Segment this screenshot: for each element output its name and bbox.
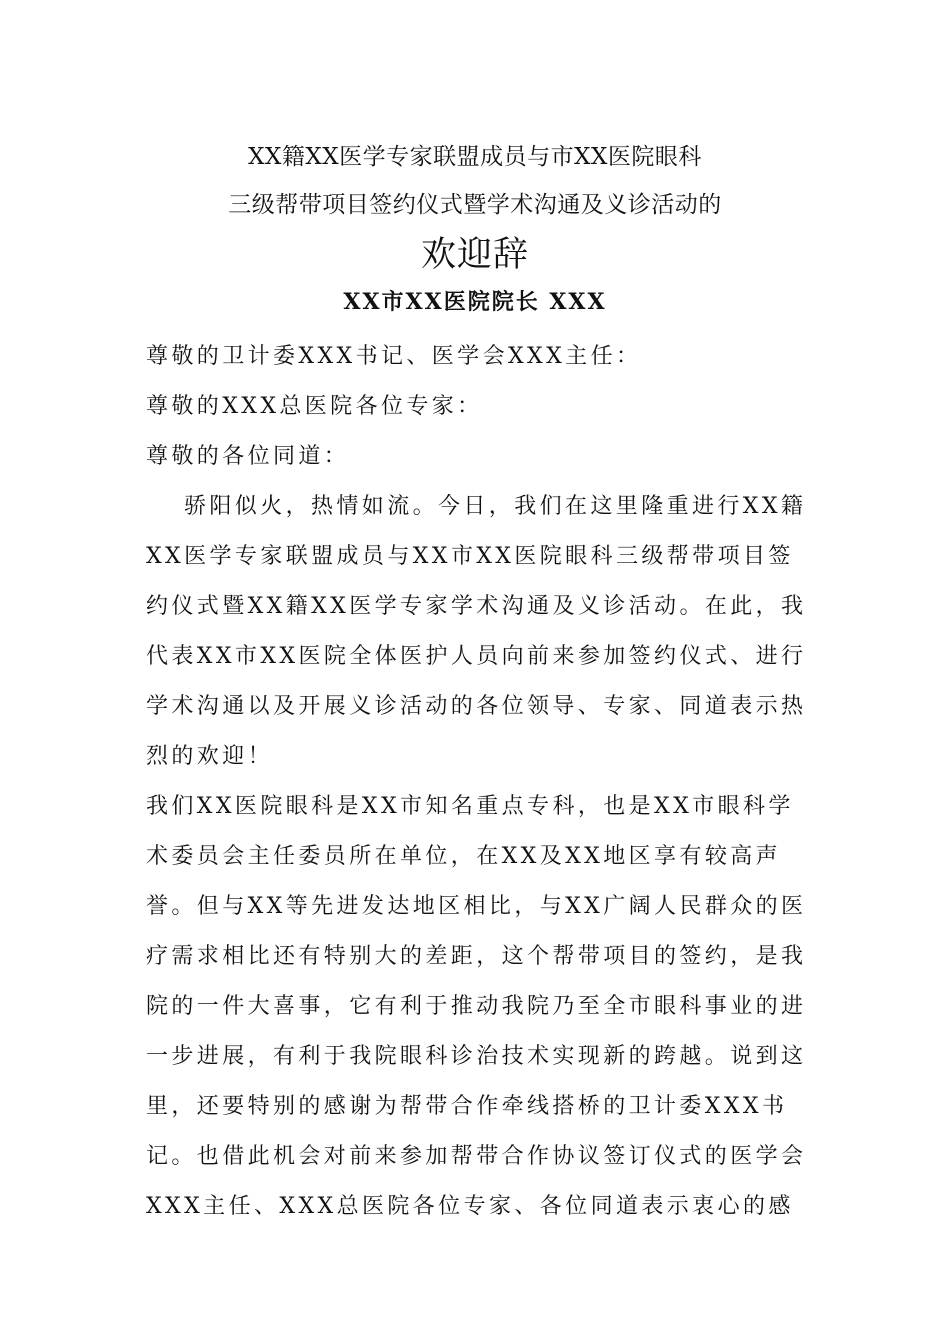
speaker-byline: XX市XX医院院长 XXX	[343, 289, 607, 315]
title-line-2: 三级帮带项目签约仪式暨学术沟通及义诊活动的	[228, 192, 722, 218]
paragraph: 骄阳似火，热情如流。今日，我们在这里隆重进行XX籍XX医学专家联盟成员与XX市XX医院眼科三级帮带项目签约仪式暨XX籍XX医学专家学术沟通及义诊活动。在此，我代表XX市XX医院全体医护人员向前来参加签约仪式、进行学术沟通以及开展义诊活动的各位领导、专家、同道表示热烈的欢迎！	[146, 494, 807, 769]
title-line-1: XX籍XX医学专家联盟成员与市XX医院眼科	[248, 144, 702, 170]
paragraph: 我们XX医院眼科是XX市知名重点专科，也是XX市眼科学术委员会主任委员所在单位，在XX及XX地区享有较高声誉。但与XX等先进发达地区相比，与XX广阔人民群众的医疗需求相比还有特别大的差距，这个帮带项目的签约，是我院的一件大喜事，它有利于推动我院乃至全市眼科事业的进一步进展，有利于我院眼科诊治技术实现新的跨越。说到这里，还要特别的感谢为帮带合作牵线搭桥的卫计委XXX书记。也借此机会对前来参加帮带合作协议签订仪式的医学会XXX主任、XXX总医院各位专家、各位同道表示衷心的感	[146, 794, 807, 1219]
salutation: 尊敬的卫计委XXX书记、医学会XXX主任：	[146, 344, 642, 369]
salutation: 尊敬的XXX总医院各位专家：	[146, 394, 483, 419]
salutation: 尊敬的各位同道：	[146, 444, 350, 469]
document-title: 欢迎辞	[420, 235, 529, 275]
document-body	[146, 332, 812, 1232]
